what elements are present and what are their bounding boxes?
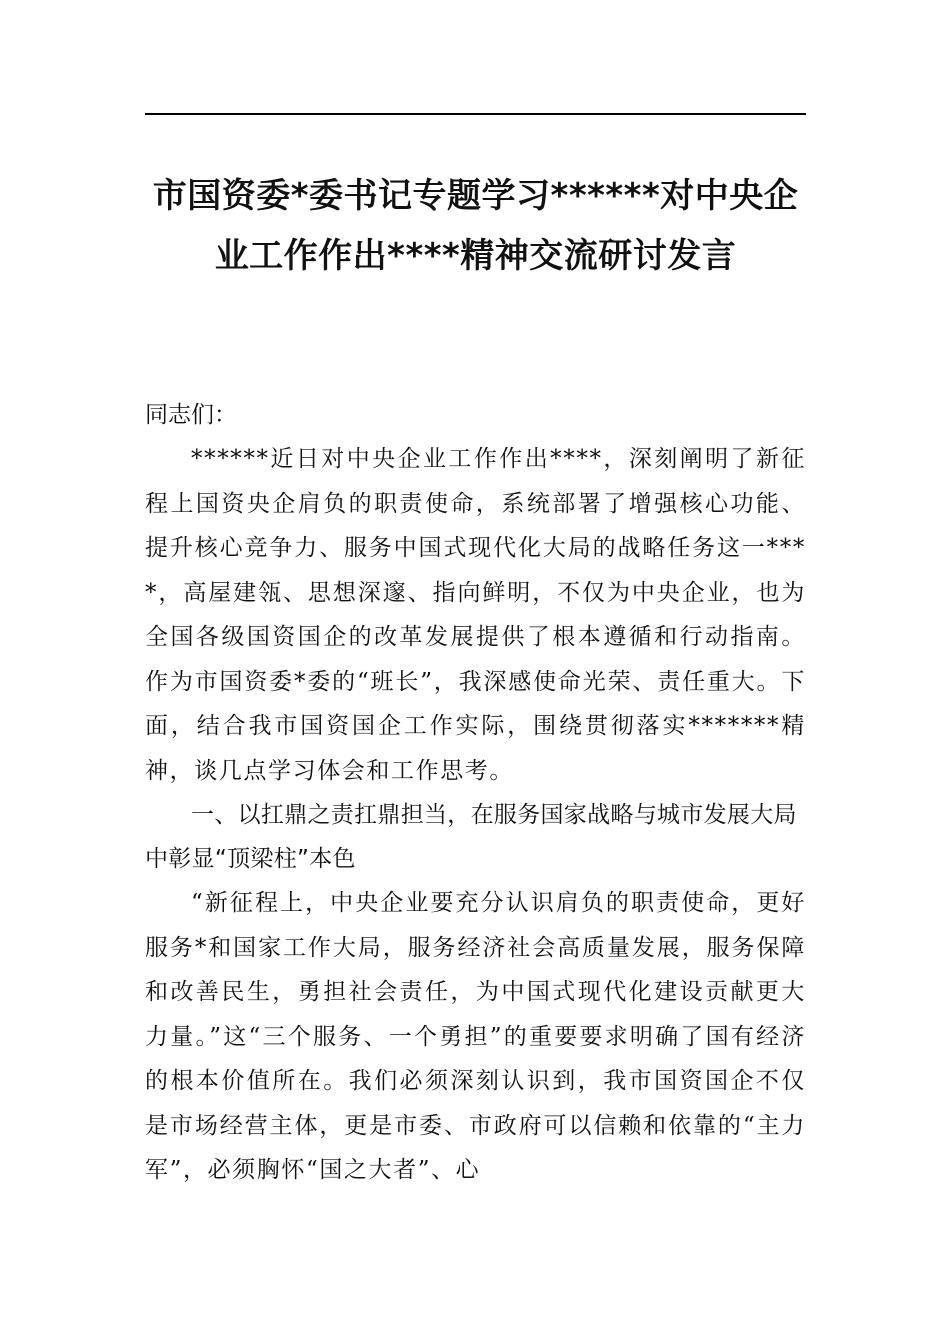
document-body (145, 393, 806, 1193)
title-line-2: 业工作作出****精神交流研讨发言 (214, 236, 737, 276)
title-line-1: 市国资委*委书记专题学习******对中央企 (152, 176, 799, 216)
paragraph-intro: ******近日对中央企业工作作出****，深刻阐明了新征程上国资央企肩负的职责使命，系统部署了增强核心功能、提升核心竞争力、服务中国式现代化大局的战略任务这一****，高屋建瓴、思想深邃、指向鲜明，不仅为中央企业，也为全国各级国资国企的改革发展提供了根本遵循和行动指南。作为市国资委*委的“班长”，我深感使命光荣、责任重大。下面，结合我市国资国企工作实际，围绕贯彻落实*******精神，谈几点学习体会和工作思考。 (145, 446, 806, 784)
greeting: 同志们： (145, 402, 237, 428)
section-heading-1: 一、以扛鼎之责扛鼎担当，在服务国家战略与城市发展大局中彰显“顶梁柱”本色 (145, 802, 797, 872)
paragraph-section-1: “新征程上，中央企业要充分认识肩负的职责使命，更好服务*和国家工作大局，服务经济社会高质量发展，服务保障和改善民生，勇担社会责任，为中国式现代化建设贡献更大力量。”这“三个服务、一个勇担”的重要要求明确了国有经济的根本价值所在。我们必须深刻认识到，我市国资国企不仅是市场经营主体，更是市委、市政府可以信赖和依靠的“主力军”，必须胸怀“国之大者”、心 (145, 890, 806, 1183)
document-title (145, 166, 806, 286)
header-rule (145, 113, 806, 115)
